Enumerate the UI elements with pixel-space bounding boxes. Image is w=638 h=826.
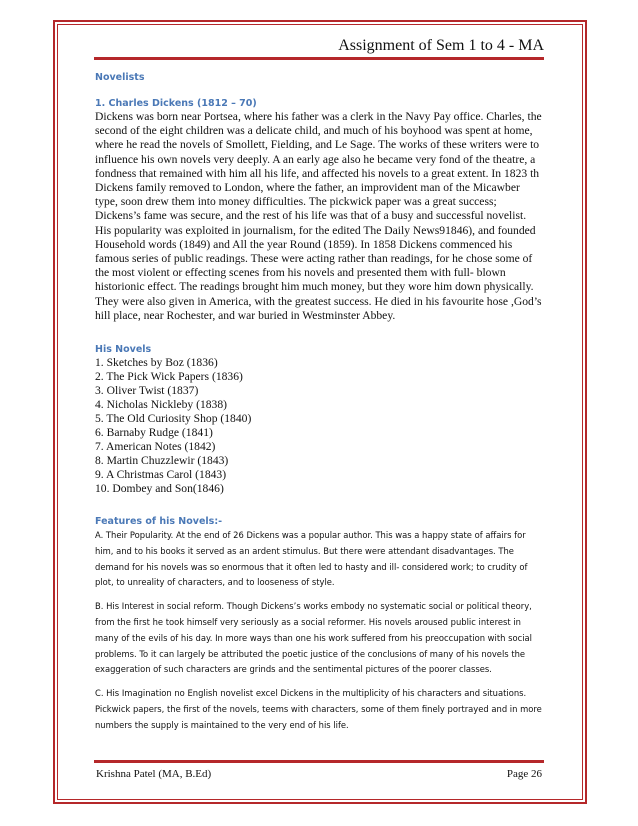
footer-page-number: Page 26: [506, 768, 542, 780]
list-item: 8. Martin Chuzzlewir (1843): [95, 454, 229, 468]
feature-c-paragraph: C. His Imagination no English novelist excel Dickens in the multiplicity of his characters and situations. Pickwick papers, the first of the novels, teems with characters, some of them finely portrayed and in more numbers the supply is maintained to the very end of his life.: [95, 688, 542, 730]
list-item: 1. Sketches by Boz (1836): [95, 356, 218, 370]
features-heading: Features of his Novels:-: [95, 516, 223, 528]
list-item: 10. Dombey and Son(1846): [95, 482, 224, 496]
footer-author: Krishna Patel (MA, B.Ed): [96, 768, 212, 780]
dickens-biography: Dickens was born near Portsea, where his father was a clerk in the Navy Pay office. Charles, the second of the eight children was a delicate child, and much of his boyhood was spent at home, where he read the novels of Smollett, Fielding, and Le Sage. The works of these writers were to influence his own novels very deeply. A an early age also he became very fond of the theatre, a fondness that remained with him all his life, and affected his novels to a great extent. In 1823 th Dickens family removed to London, where the father, an improvident man of the Micawber type, soon drew them into money difficulties. The pickwick paper was a great success; Dickens’s fame was secure, and the rest of his life was that of a busy and successful novelist. His popularity was exploited in journalism, for the edited The Daily News91846), and founded Household words (1849) and All the year Round (1859). In 1858 Dickens commenced his famous series of public readings. These were acting rather than readings, for he chose some of the most violent or effecting scenes from his novels and presented them with full- blown historionic effect. The readings brought him much money, but they wore him down physically. They were also given in America, with the greatest success. He died in his favourite hose ,God’s hill place, near Rochester, and war buried in Westminster Abbey.: [95, 110, 542, 322]
list-item: 5. The Old Curiosity Shop (1840): [95, 412, 252, 426]
dickens-heading: 1. Charles Dickens (1812 – 70): [95, 98, 257, 109]
list-item: 6. Barnaby Rudge (1841): [95, 426, 213, 440]
page-header-title: Assignment of Sem 1 to 4 - MA: [338, 37, 544, 54]
novels-list: [95, 356, 545, 496]
feature-b-paragraph: B. His Interest in social reform. Though Dickens’s works embody no systematic social or political theory, from the first he took himself very seriously as a social reformer. His novels aroused public interest in many of the evils of his day. In more ways than one his work suffered from his preoccupation with social problems. To it can largely be attributed the poetic justice of the conclusions of many of his novels the exaggeration of such characters are grinds and the sentimental pictures of the poorer classes.: [95, 601, 532, 675]
list-item: 3. Oliver Twist (1837): [95, 384, 199, 398]
list-item: 4. Nicholas Nickleby (1838): [95, 398, 228, 412]
list-item: 9. A Christmas Carol (1843): [95, 468, 227, 482]
footer-rule: [94, 760, 544, 763]
feature-a-paragraph: A. Their Popularity. At the end of 26 Dickens was a popular author. This was a happy state of affairs for him, and to his books it served as an ardent stimulus. But there were attendant disadvantages. The demand for his novels was so enormous that it often led to hasty and ill- considered work; to crudity of plot, to unreality of characters, and to looseness of style.: [95, 530, 528, 588]
page-content: [95, 66, 545, 734]
section-title: Novelists: [95, 72, 145, 83]
list-item: 7. American Notes (1842): [95, 440, 216, 454]
list-item: 2. The Pick Wick Papers (1836): [95, 370, 243, 384]
novels-heading: His Novels: [95, 344, 152, 356]
header-rule: [94, 57, 544, 60]
